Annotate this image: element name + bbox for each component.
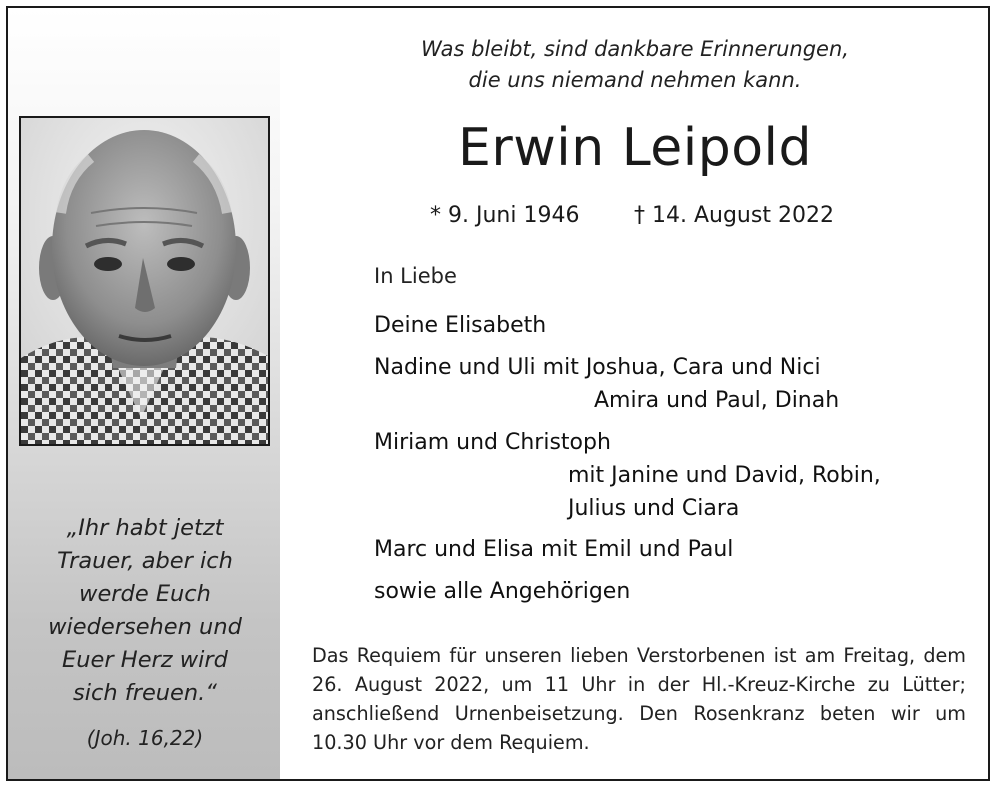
motto-line: die uns niemand nehmen kann. (468, 68, 802, 92)
mourner-line: sowie alle Angehörigen (374, 579, 631, 604)
bible-quote-reference: (Joh. 16,22) (86, 726, 204, 750)
deceased-name: Erwin Leipold (458, 118, 812, 178)
bible-quote (30, 512, 260, 710)
bible-quote-line: „Ihr habt jetzt (66, 515, 224, 541)
in-love-intro: In Liebe (374, 264, 457, 288)
motto (300, 34, 970, 96)
birth-date: * 9. Juni 1946 (430, 203, 580, 228)
bible-quote-line: wiedersehen und (48, 614, 242, 640)
mourner-line: Marc und Elisa mit Emil und Paul (374, 537, 734, 562)
mourner-line: Julius und Ciara (568, 496, 740, 521)
bible-quote-line: werde Euch (79, 581, 211, 607)
mourner-line: Miriam und Christoph (374, 430, 611, 455)
mourner-line: mit Janine und David, Robin, (568, 463, 881, 488)
mourner-line: Nadine und Uli mit Joshua, Cara und Nici (374, 355, 821, 380)
mourner-line: Amira und Paul, Dinah (594, 388, 840, 413)
portrait-photo (19, 116, 270, 446)
bible-quote-line: sich freuen.“ (73, 680, 217, 706)
motto-line: Was bleibt, sind dankbare Erinnerungen, (421, 37, 849, 61)
funeral-notice-text: Das Requiem für unseren lieben Verstorbenen ist am Freitag, dem 26. August 2022, um 11 Uhr in der Hl.-Kreuz-Kirche zu Lütter; anschließend Urnenbeisetzung. Den Rosenkranz beten wir um 10.30 Uhr vor dem Requiem. (312, 644, 966, 754)
bible-quote-line: Trauer, aber ich (57, 548, 233, 574)
mourner-line: Deine Elisabeth (374, 313, 547, 338)
bible-quote-line: Euer Herz wird (62, 647, 228, 673)
death-date: † 14. August 2022 (634, 203, 834, 228)
